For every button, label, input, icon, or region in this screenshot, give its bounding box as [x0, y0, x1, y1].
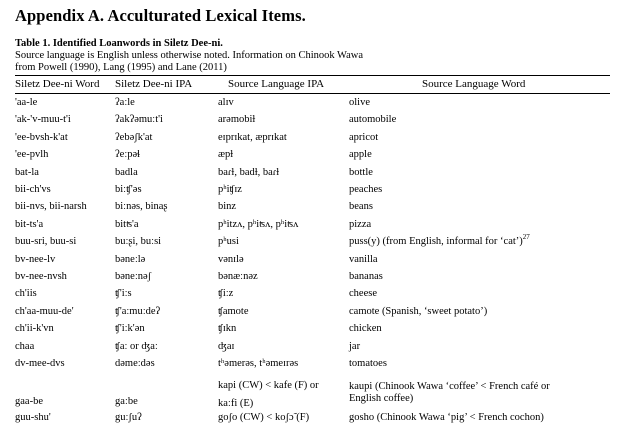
source-ipa: pʰiʧɪz — [218, 184, 242, 195]
source-word-line: kaupi (Chinook Wawa ‘coffee’ < French café or — [349, 381, 550, 393]
table-row — [15, 201, 610, 218]
source-word — [349, 233, 530, 248]
table-row — [15, 184, 610, 201]
dee-ni-word: 'ee-pvlh — [15, 149, 49, 161]
dee-ni-word: bv-nee-lv — [15, 253, 56, 265]
source-ipa — [218, 377, 319, 413]
source-word-line: English coffee) — [349, 393, 414, 405]
source-word: jar — [349, 340, 361, 352]
dee-ni-word: gaa-be — [15, 396, 43, 408]
dee-ni-ipa: ʔeːpəɬ — [115, 149, 141, 161]
source-word: apple — [349, 149, 372, 161]
dee-ni-word: bit-ts'a — [15, 218, 44, 230]
source-word: tomatoes — [349, 358, 387, 369]
source-word: bottle — [349, 166, 373, 178]
table-row — [15, 323, 610, 340]
source-ipa: æpɫ — [218, 149, 234, 161]
table-row — [15, 167, 610, 184]
source-ipa: vənɪlə — [218, 253, 244, 265]
dee-ni-ipa: ʧ'iːk'ən — [115, 323, 145, 335]
source-word: cheese — [349, 288, 377, 300]
table-row — [15, 341, 610, 358]
table-row — [15, 114, 610, 131]
table-row — [15, 271, 610, 288]
source-word: automobile — [349, 114, 397, 126]
source-word — [349, 381, 550, 405]
dee-ni-word: buu-sri, buu-si — [15, 236, 77, 248]
dee-ni-ipa: ʔebəʃk'at — [115, 131, 153, 143]
table-row — [15, 412, 610, 429]
dee-ni-ipa: dəmeːdəs — [115, 358, 155, 369]
source-ipa: tʰəmerəs, tʰəmeɪrəs — [218, 358, 299, 369]
dee-ni-ipa: badla — [115, 166, 138, 178]
dee-ni-word: bii-ch'vs — [15, 184, 51, 195]
column-header-source-ipa: Source Language IPA — [228, 78, 325, 90]
table-row — [15, 375, 610, 411]
source-word-text: puss(y) (from English, informal for ‘cat’) — [349, 236, 523, 248]
source-word: chicken — [349, 323, 382, 335]
table-row — [15, 132, 610, 149]
source-word: olive — [349, 97, 370, 108]
source-ipa: pʰitzʌ, pʰiʦʌ, pʰiʦʌ — [218, 218, 299, 230]
footnote-marker: 27 — [522, 233, 530, 242]
source-word: vanilla — [349, 253, 378, 265]
source-word: pizza — [349, 218, 372, 230]
source-word: beans — [349, 201, 373, 213]
dee-ni-word: ch'ii-k'vn — [15, 323, 54, 335]
source-ipa: ʧiːz — [218, 288, 234, 300]
dee-ni-ipa: guːʃuʔ — [115, 412, 142, 423]
table-row — [15, 97, 610, 114]
table-header-rule — [15, 93, 610, 94]
dee-ni-word: 'ee-bvsh-k'at — [15, 131, 68, 143]
column-header-source-word: Source Language Word — [422, 78, 526, 90]
dee-ni-ipa: bitʦ'a — [115, 218, 139, 230]
source-ipa: arəmobiɫ — [218, 114, 256, 126]
table-caption: Table 1. Identified Loanwords in Siletz Dee-ni. — [15, 38, 223, 49]
dee-ni-word: chaa — [15, 340, 35, 352]
source-ipa: alɪv — [218, 97, 234, 108]
source-ipa: goʃo (CW) < koʃɔ̃ (F) — [218, 412, 310, 423]
source-word: peaches — [349, 184, 383, 195]
source-word: bananas — [349, 271, 383, 282]
dee-ni-word: dv-mee-dvs — [15, 358, 65, 369]
source-ipa: pʰusi — [218, 236, 239, 248]
source-ipa-line: kapi (CW) < kafe (F) or — [218, 380, 319, 392]
dee-ni-word: bv-nee-nvsh — [15, 271, 67, 282]
dee-ni-ipa: buːʂi, buːsi — [115, 236, 162, 248]
dee-ni-word: guu-shu' — [15, 412, 51, 423]
table-note — [15, 50, 415, 73]
source-word: gosho (Chinook Wawa ‘pig’ < French cochon) — [349, 412, 544, 423]
source-ipa: ʧɪkn — [218, 323, 237, 335]
table-row — [15, 288, 610, 305]
dee-ni-ipa: biːnəs, binaʂ — [115, 201, 168, 213]
dee-ni-ipa: biːʧ'əs — [115, 184, 142, 195]
appendix-heading: Appendix A. Acculturated Lexical Items. — [15, 6, 306, 25]
dee-ni-ipa: bəneːnəʃ — [115, 271, 152, 282]
dee-ni-word: 'ak-'v-muu-t'i — [15, 114, 71, 126]
dee-ni-ipa: ʧ'aːmuːdeʔ — [115, 305, 161, 317]
source-ipa: baɾɫ, badɫ, baɾɫ — [218, 166, 280, 178]
table-note-line: from Powell (1990), Lang (1995) and Lane (2011) — [15, 61, 227, 73]
dee-ni-word: ch'aa-muu-de' — [15, 305, 74, 317]
table-row — [15, 233, 610, 253]
table-row — [15, 219, 610, 236]
dee-ni-word: bat-la — [15, 166, 39, 178]
source-ipa: bənæːnəz — [218, 271, 258, 282]
source-ipa: binz — [218, 201, 237, 213]
dee-ni-ipa: gaːbe — [115, 396, 138, 408]
source-ipa: eɪprɪkat, æprɪkat — [218, 131, 287, 143]
dee-ni-ipa: ʧ'iːs — [115, 288, 132, 300]
dee-ni-ipa: ʧaː or ʤaː — [115, 340, 158, 352]
table-row — [15, 254, 610, 271]
dee-ni-word: bii-nvs, bii-narsh — [15, 201, 87, 213]
source-word: camote (Spanish, ‘sweet potato’) — [349, 305, 488, 317]
dee-ni-ipa: ʔakʔəmuːt'i — [115, 114, 163, 126]
dee-ni-word: ch'iis — [15, 288, 37, 300]
table-top-rule — [15, 75, 610, 76]
table-row — [15, 149, 610, 166]
source-ipa: ʤaɪ — [218, 340, 235, 352]
dee-ni-word: 'aa-le — [15, 97, 38, 108]
table-note-line: Source language is English unless otherwise noted. Information on Chinook Wawa — [15, 50, 364, 61]
column-header-dee-ni-word: Siletz Dee-ni Word — [15, 78, 100, 90]
table-row — [15, 306, 610, 323]
dee-ni-ipa: ʔaːle — [115, 97, 135, 108]
table-row — [15, 358, 610, 375]
source-ipa-line: kaːfi (E) — [218, 398, 254, 410]
dee-ni-ipa: bəneːlə — [115, 253, 146, 265]
source-ipa: ʧamote — [218, 305, 249, 317]
source-word: apricot — [349, 131, 379, 143]
column-header-dee-ni-ipa: Siletz Dee-ni IPA — [115, 78, 193, 90]
